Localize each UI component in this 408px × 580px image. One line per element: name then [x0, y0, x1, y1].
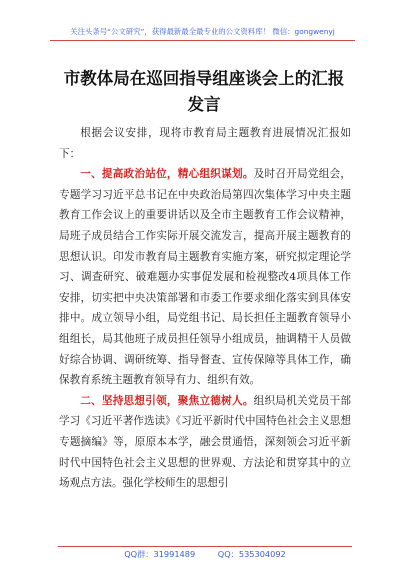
section-heading: 二、坚持思想引领，聚焦立德树人。 — [80, 394, 254, 407]
paragraph-section-1 — [59, 164, 351, 391]
paragraph-text: 根据会议安排，现将市教育局主题教育进展情况汇报如下： — [59, 127, 351, 160]
document-body — [59, 123, 351, 494]
document-title: 市教体局在巡回指导组座谈会上的汇报发言 — [63, 69, 345, 114]
footer-qq: QQ：535304092 — [217, 549, 286, 559]
paragraph-section-2 — [59, 391, 351, 494]
paragraph-text: 及时召开局党组会，专题学习习近平总书记在中央政治局第四次集体学习中央主题教育工作会议上的重要讲话以及全市主题教育工作会议精神，局班子成员结合工作实际开展交流发言，提高开展主题教育的思想认识。印发市教育局主题教育实施方案，研究拟定理论学习、调查研究、破难题办实事促发展和检视整改4项具体工作安排，切实把中央决策部署和市委工作要求细化落实到具体安排中。成立领导小组，局党组书记、局长担任主题教育领导小组组长，局其他班子成员担任领导小组成员，抽调精干人员做好综合协调、调研统筹、指导督查、宣传保障等具体工作，确保教育系统主题教育领导有力、组织有效。 — [59, 168, 352, 387]
footer-bar — [58, 546, 352, 561]
paragraph-text: 组织局机关党员干部学习《习近平著作选读》《习近平新时代中国特色社会主义思想专题摘编》等，原原本本学，融会贯通悟，深刻领会习近平新时代中国特色社会主义思想的世界观、方法论和贯穿其中的立场观点方法。强化学校师生的思想引 — [59, 394, 352, 490]
section-heading: 一、提高政治站位，精心组织谋划。 — [80, 168, 254, 181]
header-banner: 关注头条号“公文研究”，获得最新最全最专业的公文资料库！ 微信：gongwenyj — [50, 24, 355, 41]
footer-qq-group: QQ群：31991489 — [124, 549, 196, 559]
paragraph-intro — [59, 123, 351, 164]
